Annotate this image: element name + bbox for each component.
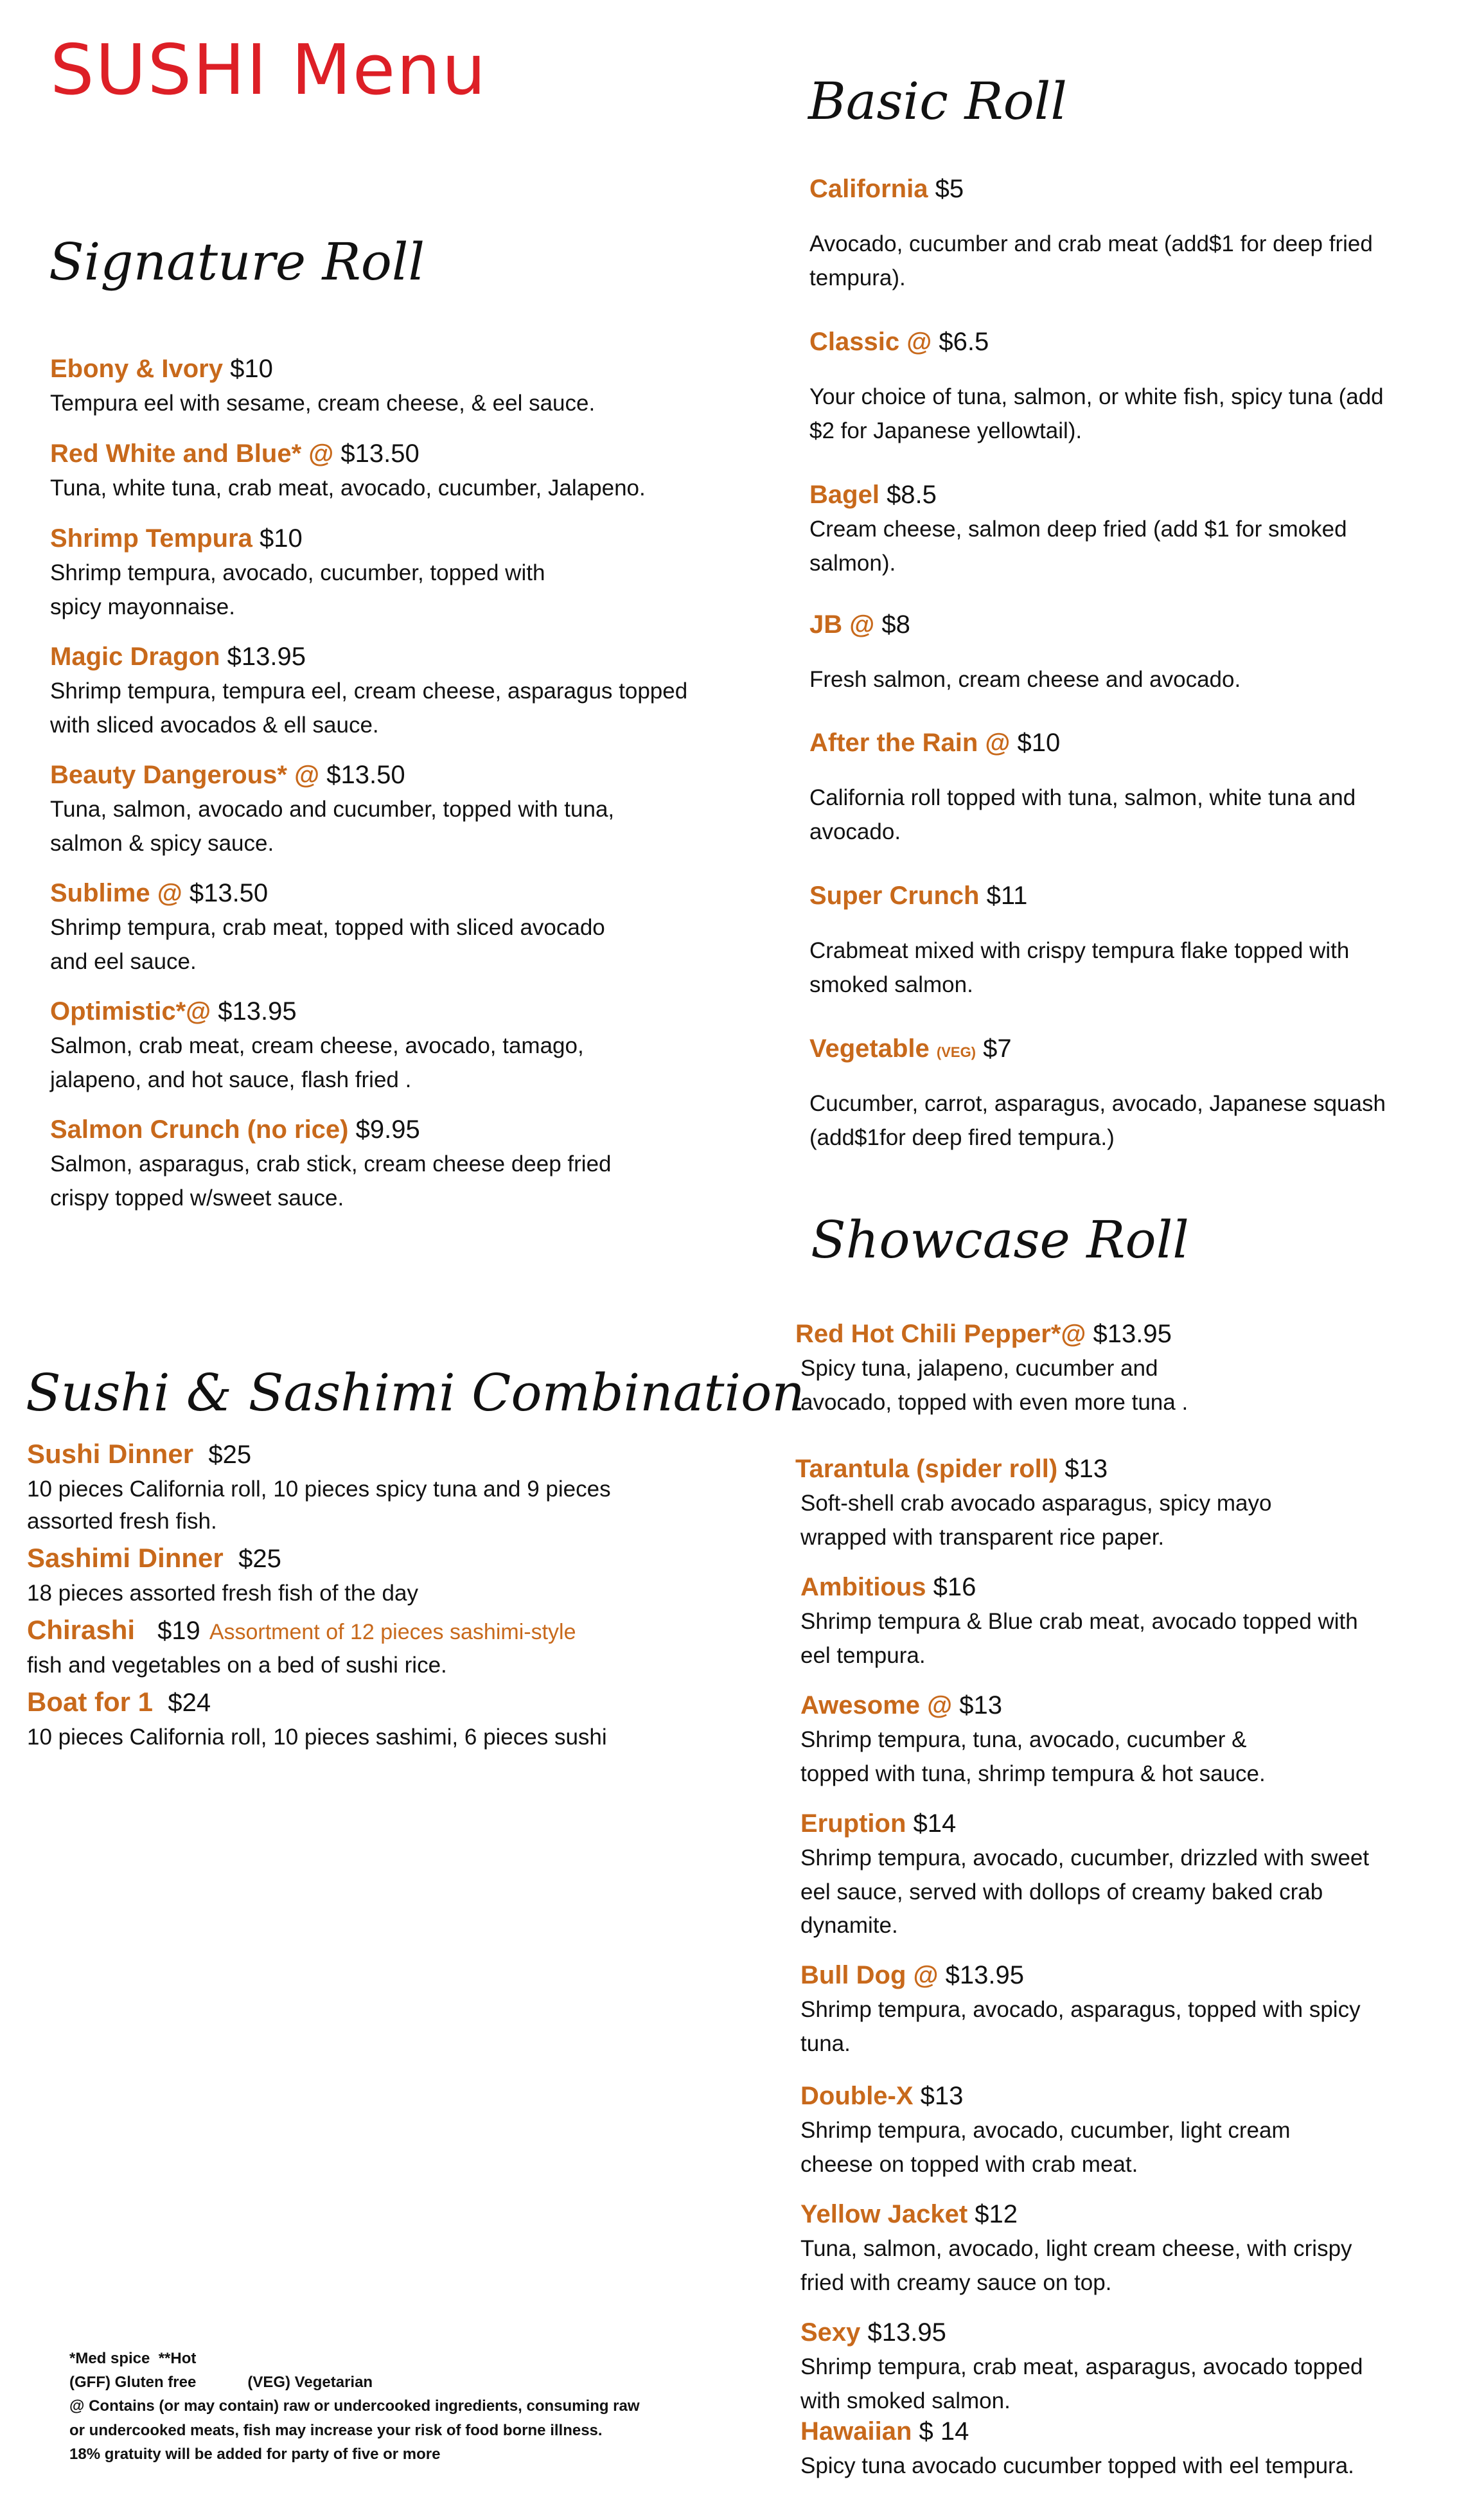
item-tag: (VEG) xyxy=(936,1044,976,1060)
menu-item xyxy=(50,522,782,624)
item-name: Chirashi xyxy=(27,1615,136,1645)
item-name: Shrimp Tempura xyxy=(50,524,252,553)
item-description: Tempura eel with sesame, cream cheese, & eel sauce. xyxy=(50,391,596,416)
item-description: Crabmeat mixed with crispy tempura flake topped with smoked salmon. xyxy=(809,938,1350,997)
item-description: 10 pieces California roll, 10 pieces spicy tuna and 9 pieces assorted fresh fish. xyxy=(27,1476,611,1534)
item-name: Ambitious xyxy=(800,1573,926,1601)
menu-item xyxy=(50,876,782,979)
item-name: Beauty Dangerous* @ xyxy=(50,761,320,789)
item-price: $10 xyxy=(1017,729,1061,757)
item-description: Cucumber, carrot, asparagus, avocado, Japanese squash (add$1for deep fired tempura.) xyxy=(809,1091,1386,1150)
item-inline-description: Assortment of 12 pieces sashimi-style xyxy=(209,1620,576,1644)
item-price: $8.5 xyxy=(887,481,937,509)
item-description: 18 pieces assorted fresh fish of the day xyxy=(27,1580,418,1606)
item-price: $13.95 xyxy=(867,2318,946,2347)
item-description: Spicy tuna avocado cucumber topped with eel tempura. xyxy=(800,2453,1354,2478)
menu-item xyxy=(800,1689,1484,1791)
item-description: Tuna, white tuna, crab meat, avocado, cucumber, Jalapeno. xyxy=(50,475,646,501)
menu-item xyxy=(809,325,1484,448)
item-price: $19 xyxy=(157,1617,200,1645)
footer-line: *Med spice **Hot xyxy=(69,2350,197,2367)
item-name: Hawaiian xyxy=(800,2417,912,2446)
menu-item xyxy=(809,879,1484,1002)
item-description: Salmon, crab meat, cream cheese, avocado, tamago, jalapeno, and hot sauce, flash fried . xyxy=(50,1033,584,1092)
item-name: Red White and Blue* @ xyxy=(50,440,334,468)
item-description: Shrimp tempura, crab meat, asparagus, avocado topped with smoked salmon. xyxy=(800,2354,1363,2413)
item-price: $8 xyxy=(881,610,910,639)
footer-notes xyxy=(69,2347,808,2466)
item-price: $7 xyxy=(983,1034,1012,1063)
menu-item xyxy=(50,437,782,506)
item-description: Avocado, cucumber and crab meat (add$1 for deep fried tempura). xyxy=(809,231,1373,290)
menu-item xyxy=(809,478,1484,580)
item-description: Soft-shell crab avocado asparagus, spicy mayo wrapped with transparent rice paper. xyxy=(800,1491,1272,1550)
item-name: Optimistic*@ xyxy=(50,997,211,1026)
menu-item xyxy=(50,640,782,742)
item-price: $6.5 xyxy=(939,328,989,356)
item-name: After the Rain @ xyxy=(809,729,1011,757)
menu-item xyxy=(27,1613,759,1682)
item-description: Shrimp tempura, avocado, cucumber, light cream cheese on topped with crab meat. xyxy=(800,2118,1291,2177)
menu-item xyxy=(50,995,782,1097)
item-description: Shrimp tempura, avocado, asparagus, topped with spicy tuna. xyxy=(800,1997,1361,2056)
section-heading-basic: Basic Roll xyxy=(808,71,1067,131)
item-description: Spicy tuna, jalapeno, cucumber and avocado, topped with even more tuna . xyxy=(800,1356,1188,1415)
item-price: $12 xyxy=(975,2200,1018,2228)
menu-item xyxy=(50,352,782,421)
item-name: Super Crunch xyxy=(809,882,980,910)
item-price: $13.50 xyxy=(340,440,420,468)
item-name: Salmon Crunch (no rice) xyxy=(50,1115,349,1144)
item-price: $13 xyxy=(920,2082,964,2110)
menu-item xyxy=(809,726,1484,849)
item-price: $11 xyxy=(986,882,1028,910)
menu-item xyxy=(809,172,1484,295)
menu-item xyxy=(27,1437,759,1538)
item-name: Awesome @ xyxy=(800,1691,953,1719)
item-description: Tuna, salmon, avocado and cucumber, topped with tuna, salmon & spicy sauce. xyxy=(50,797,615,856)
item-description: Shrimp tempura, tuna, avocado, cucumber & topped with tuna, shrimp tempura & hot sauce. xyxy=(800,1727,1266,1786)
section-heading-combination: Sushi & Sashimi Combination xyxy=(26,1363,805,1423)
menu-item xyxy=(800,2316,1484,2418)
footer-line: or undercooked meats, fish may increase your risk of food borne illness. xyxy=(69,2421,603,2439)
item-price: $14 xyxy=(913,1809,957,1838)
item-price: $5 xyxy=(935,175,964,203)
item-price: $13.95 xyxy=(218,997,297,1026)
item-description: Tuna, salmon, avocado, light cream cheese, with crispy fried with creamy sauce on top. xyxy=(800,2236,1352,2295)
footer-line: (GFF) Gluten free (VEG) Vegetarian xyxy=(69,2374,373,2392)
item-price: $13 xyxy=(959,1691,1003,1719)
menu-item xyxy=(800,1958,1484,2061)
item-description: fish and vegetables on a bed of sushi rice. xyxy=(27,1652,447,1678)
menu-title: SUSHI Menu xyxy=(50,30,488,111)
item-price: $ 14 xyxy=(919,2417,969,2446)
item-name: Red Hot Chili Pepper*@ xyxy=(795,1320,1086,1348)
menu-item xyxy=(800,2415,1484,2483)
item-name: Ebony & Ivory xyxy=(50,355,223,383)
menu-item xyxy=(800,2079,1484,2181)
item-price: $24 xyxy=(168,1689,211,1717)
section-heading-showcase: Showcase Roll xyxy=(811,1210,1189,1270)
item-price: $10 xyxy=(230,355,273,383)
footer-line: 18% gratuity will be added for party of five or more xyxy=(69,2445,441,2463)
item-description: Shrimp tempura, avocado, cucumber, drizzled with sweet eel sauce, served with dollops of creamy baked crab dynamite. xyxy=(800,1845,1370,1938)
item-name: Classic @ xyxy=(809,328,932,356)
item-name: Yellow Jacket xyxy=(800,2200,968,2228)
menu-item xyxy=(800,2198,1484,2300)
item-description: California roll topped with tuna, salmon, white tuna and avocado. xyxy=(809,785,1356,844)
item-price: $16 xyxy=(933,1573,976,1601)
item-name: Sexy xyxy=(800,2318,861,2347)
menu-item xyxy=(795,1452,1484,1554)
item-description: Shrimp tempura & Blue crab meat, avocado topped with eel tempura. xyxy=(800,1609,1358,1668)
item-description: Cream cheese, salmon deep fried (add $1 for smoked salmon). xyxy=(809,517,1347,576)
item-name: Bagel xyxy=(809,481,879,509)
item-price: $13.50 xyxy=(189,879,269,907)
menu-item xyxy=(50,1113,782,1215)
menu-item xyxy=(795,1317,1484,1419)
menu-item xyxy=(800,1807,1484,1943)
item-price: $13.95 xyxy=(1093,1320,1172,1348)
item-description: Your choice of tuna, salmon, or white fish, spicy tuna (add $2 for Japanese yellowtail). xyxy=(809,384,1384,443)
item-description: Shrimp tempura, crab meat, topped with sliced avocado and eel sauce. xyxy=(50,915,605,974)
item-name: JB @ xyxy=(809,610,875,639)
menu-item xyxy=(27,1541,759,1610)
section-heading-signature: Signature Roll xyxy=(49,232,425,292)
item-description: Shrimp tempura, tempura eel, cream cheese, asparagus topped with sliced avocados & ell sauce. xyxy=(50,679,688,738)
item-description: Salmon, asparagus, crab stick, cream cheese deep fried crispy topped w/sweet sauce. xyxy=(50,1151,612,1211)
item-name: Eruption xyxy=(800,1809,906,1838)
item-name: Bull Dog @ xyxy=(800,1961,939,1989)
footer-line: @ Contains (or may contain) raw or undercooked ingredients, consuming raw xyxy=(69,2397,640,2415)
item-price: $25 xyxy=(208,1441,252,1469)
item-description: Shrimp tempura, avocado, cucumber, topped with spicy mayonnaise. xyxy=(50,560,545,619)
item-name: Tarantula (spider roll) xyxy=(795,1455,1058,1483)
item-price: $10 xyxy=(260,524,303,553)
item-name: Boat for 1 xyxy=(27,1687,154,1717)
item-name: California xyxy=(809,175,928,203)
item-price: $13 xyxy=(1064,1455,1108,1483)
item-name: Sublime @ xyxy=(50,879,182,907)
item-name: Sashimi Dinner xyxy=(27,1543,224,1573)
item-name: Sushi Dinner xyxy=(27,1439,194,1469)
item-name: Double-X xyxy=(800,2082,914,2110)
menu-item xyxy=(809,1032,1484,1155)
item-price: $25 xyxy=(238,1545,281,1573)
menu-item xyxy=(800,1570,1484,1673)
item-price: $13.95 xyxy=(945,1961,1024,1989)
item-description: Fresh salmon, cream cheese and avocado. xyxy=(809,667,1241,692)
menu-item xyxy=(809,608,1484,697)
item-price: $13.50 xyxy=(326,761,405,789)
menu-item xyxy=(27,1685,759,1754)
item-description: 10 pieces California roll, 10 pieces sashimi, 6 pieces sushi xyxy=(27,1724,607,1750)
item-price: $13.95 xyxy=(227,643,306,671)
item-name: Magic Dragon xyxy=(50,643,220,671)
item-price: $9.95 xyxy=(355,1115,420,1144)
item-name: Vegetable xyxy=(809,1034,930,1063)
menu-item xyxy=(50,758,782,860)
